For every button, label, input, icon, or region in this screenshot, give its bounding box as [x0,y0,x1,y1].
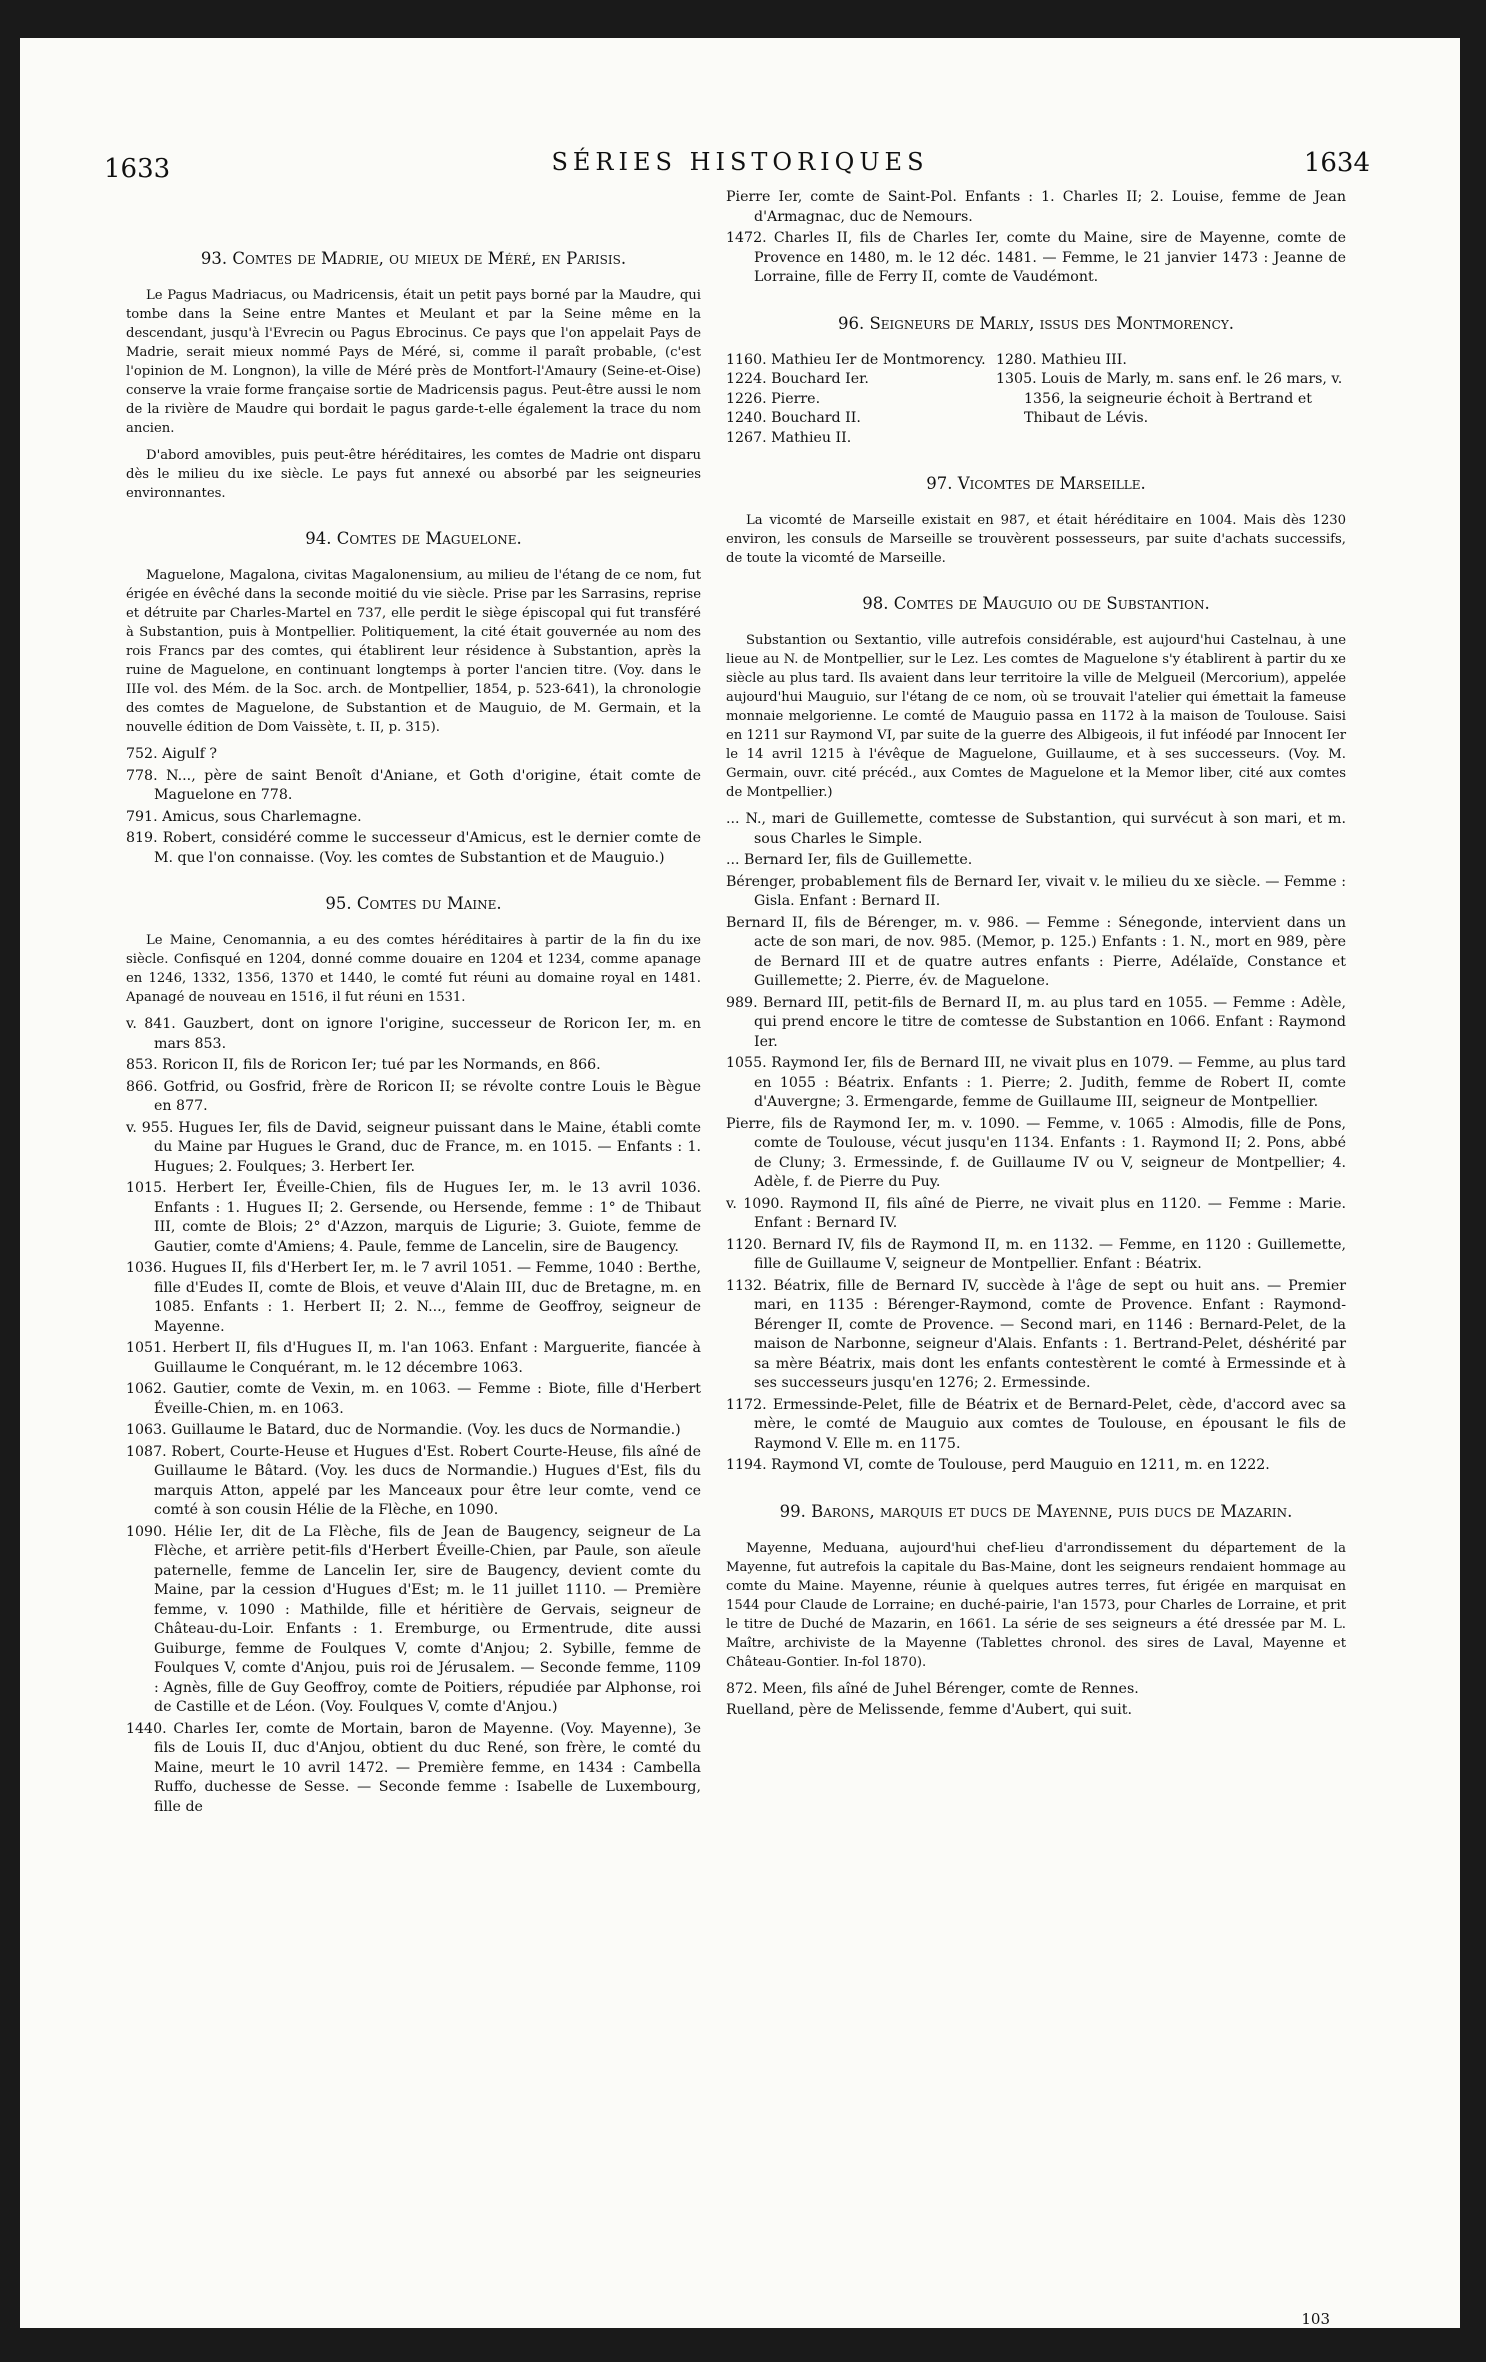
entry-98: 989. Bernard III, petit-fils de Bernard II, m. au plus tard en 1055. — Femme : Adèle, qui prend encore le titre de comtesse de Substantion en 1066. Enfant : Raymond Ier. [726,994,1346,1050]
entry-95: 1062. Gautier, comte de Vexin, m. en 1063. — Femme : Biote, fille d'Herbert Éveille-Chien, m. en 1063. [126,1381,701,1417]
entry-95: v. 841. Gauzbert, dont on ignore l'origine, successeur de Roricon Ier, m. en mars 853. [126,1016,701,1052]
intro-94: Maguelone, Magalona, civitas Magalonensium, au milieu de l'étang de ce nom, fut érigée en évêché dans la seconde moitié du vie siècle. Prise par les Sarrasins, reprise et détruite par Charles-Martel en 737, elle perdit le siège épiscopal qui fut transféré à Substantion, puis à Montpellier. Politiquement, la cité était gouvernée au nom des rois Francs par des comtes, qui établirent leur résidence à Substantion, après la ruine de Maguelone, en continuant longtemps à porter l'ancien titre. (Voy. dans le IIIe vol. des Mém. de la Soc. arch. de Montpellier, 1854, p. 523-641), la chronologie des comtes de Maguelone, de Substantion et de Mauguio, de M. Germain, et la nouvelle édition de Dom Vaissète, t. II, p. 315). [126,568,701,735]
continued-entry: Pierre Ier, comte de Saint-Pol. Enfants : 1. Charles II; 2. Louise, femme de Jean d'Armagnac, duc de Nemours. [726,189,1346,225]
section-heading-93: 93. Comtes de Madrie, ou mieux de Méré, en Parisis. [200,249,627,268]
entry-95: 1087. Robert, Courte-Heuse et Hugues d'Est. Robert Courte-Heuse, fils aîné de Guillaume le Bâtard. (Voy. les ducs de Normandie.) Hugues d'Est, fils du marquis Atton, appelé par les Manceaux pour être leur comte, vend ce comté à son cousin Hélie de la Flèche, en 1090. [126,1443,701,1518]
entry-98: 1194. Raymond VI, comte de Toulouse, perd Mauguio en 1211, m. en 1222. [726,1457,1270,1473]
list-item: 1240. Bouchard II. [726,410,861,426]
marly-col-1 [726,351,996,449]
entry-95: 1051. Herbert II, fils d'Hugues II, m. l'an 1063. Enfant : Marguerite, fiancée à Guillaume le Conquérant, m. le 12 décembre 1063. [126,1340,701,1376]
entry-95: 1090. Hélie Ier, dit de La Flèche, fils de Jean de Baugency, seigneur de La Flèche, et arrière petit-fils d'Herbert Éveille-Chien, par Paule, son aïeule paternelle, femme de Lancelin Ier, sire de Baugency, devient comte du Maine, par la cession d'Hugues d'Est; m. le 11 juillet 1110. — Première femme, v. 1090 : Mathilde, fille et héritière de Gervais, seigneur de Château-du-Loir. Enfants : 1. Eremburge, ou Ermentrude, dite aussi Guiburge, femme de Foulques V, comte d'Anjou; 2. Sybille, femme de Foulques V, comte d'Anjou, puis roi de Jérusalem. — Seconde femme, 1109 : Agnès, fille de Guy Geoffroy, comte de Poitiers, répudiée par Alphonse, roi de Castille et de Léon. (Voy. Foulques V, comte d'Anjou.) [126,1523,701,1715]
left-column [126,223,701,1819]
entry-98: ... Bernard Ier, fils de Guillemette. [726,852,973,868]
entry-98: Bernard II, fils de Bérenger, m. v. 986. — Femme : Sénegonde, intervient dans un acte de son mari, de nov. 985. (Memor, p. 125.) Enfants : 1. N., mort en 989, père de Bernard III et de quatre autres enfants : Pierre, Adélaïde, Constance et Guillemette; 2. Pierre, év. de Maguelone. [726,914,1346,989]
entry-94: 819. Robert, considéré comme le successeur d'Amicus, est le dernier comte de M. que l'on connaisse. (Voy. les comtes de Substantion et de Mauguio.) [126,830,701,866]
intro-93-b: D'abord amovibles, puis peut-être héréditaires, les comtes de Madrie ont disparu dès le milieu du ixe siècle. Le pays fut annexé ou absorbé par les seigneuries environnantes. [126,448,701,501]
section-heading-96: 96. Seigneurs de Marly, issus des Montmorency. [838,313,1234,333]
entry-98: ... N., mari de Guillemette, comtesse de Substantion, qui survécut à son mari, et m. sous Charles le Simple. [726,811,1346,847]
right-page-number: 1634 [1303,148,1370,178]
section-heading-99: 99. Barons, marquis et ducs de Mayenne, puis ducs de Mazarin. [779,1501,1293,1521]
section-heading-94: 94. Comtes de Maguelone. [305,529,522,548]
entry-95: 1440. Charles Ier, comte de Mortain, baron de Mayenne. (Voy. Mayenne), 3e fils de Louis II, duc d'Anjou, obtient du duc René, son frère, le comté du Maine, meurt le 10 avril 1472. — Première femme, en 1434 : Cambella Ruffo, duchesse de Sesse. — Seconde femme : Isabelle de Luxembourg, fille de [126,1720,701,1815]
folio-number: 103 [1301,2310,1330,2328]
list-item: 1160. Mathieu Ier de Montmorency. [726,351,986,368]
entry-95: 853. Roricon II, fils de Roricon Ier; tué par les Normands, en 866. [126,1057,601,1073]
entry-94: 791. Amicus, sous Charlemagne. [126,808,362,825]
intro-98: Substantion ou Sextantio, ville autrefois considérable, est aujourd'hui Castelnau, à une lieue au N. de Montpellier, sur le Lez. Les comtes de Maguelone s'y établirent à partir du xe siècle au plus tard. Ils avaient dans leur territoire la ville de Melgueil (Mercorium), appelée aujourd'hui Mauguio, sur l'étang de ce nom, où se trouvait l'atelier qui émettait la fameuse monnaie melgorienne. Le comté de Mauguio passa en 1172 à la maison de Toulouse. Saisi en 1211 sur Raymond VI, par suite de la guerre des Albigeois, il fut inféodé par Innocent Ier le 14 avril 1215 à l'évêque de Maguelone, Guillaume, et à ses successeurs. (Voy. M. Germain, ouvr. cité précéd., aux Comtes de Maguelone et la Memor liber, cité aux comtes de Montpellier.) [726,633,1346,800]
list-item: 1226. Pierre. [726,390,821,407]
entry-98: Bérenger, probablement fils de Bernard Ier, vivait v. le milieu du xe siècle. — Femme : Gisla. Enfant : Bernard II. [726,873,1346,909]
entry-98: Pierre, fils de Raymond Ier, m. v. 1090. — Femme, v. 1065 : Almodis, fille de Pons, comte de Toulouse, vécut jusqu'en 1134. Enfants : 1. Raymond II; 2. Pons, abbé de Cluny; 3. Ermessinde, f. de Guillaume IV ou V, seigneur de Montpellier; 4. Adèle, f. de Pierre du Puy. [726,1115,1346,1190]
entry-95: 1015. Herbert Ier, Éveille-Chien, fils de Hugues Ier, m. le 13 avril 1036. Enfants : 1. Hugues II; 2. Gersende, ou Hersende, femme : 1° de Thibaut III, comte de Blois; 2° d'Azzon, marquis de Ligurie; 3. Guiote, femme de Gautier, comte d'Amiens; 4. Paule, femme de Lancelin, sire de Baugency. [126,1180,701,1255]
page [20,38,1460,2328]
intro-97: La vicomté de Marseille existait en 987, et était héréditaire en 1004. Mais dès 1230 environ, les consuls de Marseille se trouvèrent possesseurs, par suite d'achats successifs, de toute la vicomté de Marseille. [726,513,1346,566]
left-page-number: 1633 [104,154,171,184]
list-item: 1280. Mathieu III. [996,351,1127,368]
section-heading-98: 98. Comtes de Mauguio ou de Substantion. [862,594,1210,613]
entry-98: 1120. Bernard IV, fils de Raymond II, m. en 1132. — Femme, en 1120 : Guillemette, fille de Guillaume V, seigneur de Montpellier. Enfant : Béatrix. [726,1236,1346,1272]
list-item: 1224. Bouchard Ier. [726,371,869,387]
entry-98: 1172. Ermessinde-Pelet, fille de Béatrix et de Bernard-Pelet, cède, d'accord avec sa mère, le comté de Mauguio aux comtes de Toulouse, en épousant le fils de Raymond V. Elle m. en 1175. [726,1396,1346,1452]
entry-95: v. 955. Hugues Ier, fils de David, seigneur puissant dans le Maine, établi comte du Maine par Hugues le Grand, duc de France, m. en 1015. — Enfants : 1. Hugues; 2. Foulques; 3. Herbert Ier. [126,1119,701,1175]
entry-95: 1036. Hugues II, fils d'Herbert Ier, m. le 7 avril 1051. — Femme, 1040 : Berthe, fille d'Eudes II, comte de Blois, et veuve d'Alain III, duc de Bretagne, m. en 1085. Enfants : 1. Herbert II; 2. N..., femme de Geoffroy, seigneur de Mayenne. [126,1260,701,1335]
intro-93-a: Le Pagus Madriacus, ou Madricensis, était un petit pays borné par la Maudre, qui tombe dans la Seine entre Mantes et Meulant et par la Seine même en la descendant, jusqu'à l'Evrecin ou Pagus Ebrocinus. Ce pays que l'on appelait Pays de Madrie, serait mieux nommé Pays de Méré, si, comme il paraît probable, (c'est l'opinion de M. Longnon), la ville de Méré près de Montfort-l'Amaury (Seine-et-Oise) conserve la vraie forme française sortie de Madricensis pagus. Peut-être aussi le nom de la rivière de Maudre qui bordait le pagus garde-t-elle également la trace du nom ancien. [126,288,701,436]
continued-entry: 1472. Charles II, fils de Charles Ier, comte du Maine, sire de Mayenne, comte de Provence en 1480, m. le 12 déc. 1481. — Femme, le 21 janvier 1473 : Jeanne de Lorraine, fille de Ferry II, comte de Vaudémont. [726,230,1346,285]
entry-98: 1055. Raymond Ier, fils de Bernard III, ne vivait plus en 1079. — Femme, au plus tard en 1055 : Béatrix. Enfants : 1. Pierre; 2. Judith, femme de Robert II, comte d'Auvergne; 3. Ermengarde, femme de Guillaume III, seigneur de Montpellier. [726,1055,1346,1110]
entry-98: v. 1090. Raymond II, fils aîné de Pierre, ne vivait plus en 1120. — Femme : Marie. Enfant : Bernard IV. [726,1195,1346,1231]
marly-col-2 [996,351,1346,449]
list-item: 1267. Mathieu II. [726,429,852,446]
page-header [20,148,1460,188]
page-title: SÉRIES HISTORIQUES [551,148,929,176]
entry-95: 1063. Guillaume le Batard, duc de Normandie. (Voy. les ducs de Normandie.) [126,1422,681,1438]
section-heading-97: 97. Vicomtes de Marseille. [926,474,1146,493]
right-column [726,188,1346,1723]
entry-95: 866. Gotfrid, ou Gosfrid, frère de Roricon II; se révolte contre Louis le Bègue en 877. [126,1078,701,1114]
marly-list [726,351,1346,449]
entry-99: Ruelland, père de Melissende, femme d'Aubert, qui suit. [726,1702,1132,1718]
entry-94: 778. N..., père de saint Benoît d'Aniane, et Goth d'origine, était comte de Maguelone en 778. [126,767,701,803]
entry-98: 1132. Béatrix, fille de Bernard IV, succède à l'âge de sept ou huit ans. — Premier mari, en 1135 : Bérenger-Raymond, comte de Provence. Enfant : Raymond-Bérenger II, comte de Provence. — Second mari, en 1146 : Bernard-Pelet, de la maison de Narbonne, seigneur d'Alais. Enfants : 1. Bertrand-Pelet, déshérité par sa mère Béatrix, mais dont les enfants contestèrent le comté à Ermessinde et à ses successeurs jusqu'en 1276; 2. Ermessinde. [726,1277,1346,1391]
section-heading-95: 95. Comtes du Maine. [325,894,502,913]
intro-99: Mayenne, Meduana, aujourd'hui chef-lieu d'arrondissement du département de la Mayenne, fut autrefois la capitale du Bas-Maine, dont les seigneurs rendaient hommage au comte du Maine. Mayenne, réunie à quelques autres terres, fut érigée en marquisat en 1544 pour Claude de Lorraine; en duché-pairie, l'an 1573, pour Charles de Lorraine, et prit le titre de Duché de Mazarin, en 1661. La série de ses seigneurs a été dressée par M. L. Maître, archiviste de la Mayenne (Tablettes chronol. des sires de Laval, Mayenne et Château-Gontier. In-fol 1870). [726,1540,1346,1670]
entry-94: 752. Aigulf ? [126,746,218,762]
entry-99: 872. Meen, fils aîné de Juhel Bérenger, comte de Rennes. [726,1680,1139,1697]
list-item: 1305. Louis de Marly, m. sans enf. le 26 mars, v. 1356, la seigneurie échoit à Bertrand et Thibaut de Lévis. [996,371,1343,426]
intro-95: Le Maine, Cenomannia, a eu des comtes héréditaires à partir de la fin du ixe siècle. Confisqué en 1204, donné comme douaire en 1204 et 1234, comme apanage en 1246, 1332, 1356, 1370 et 1440, le comté fut réuni au domaine royal en 1481. Apanagé de nouveau en 1516, il fut réuni en 1531. [126,933,701,1005]
